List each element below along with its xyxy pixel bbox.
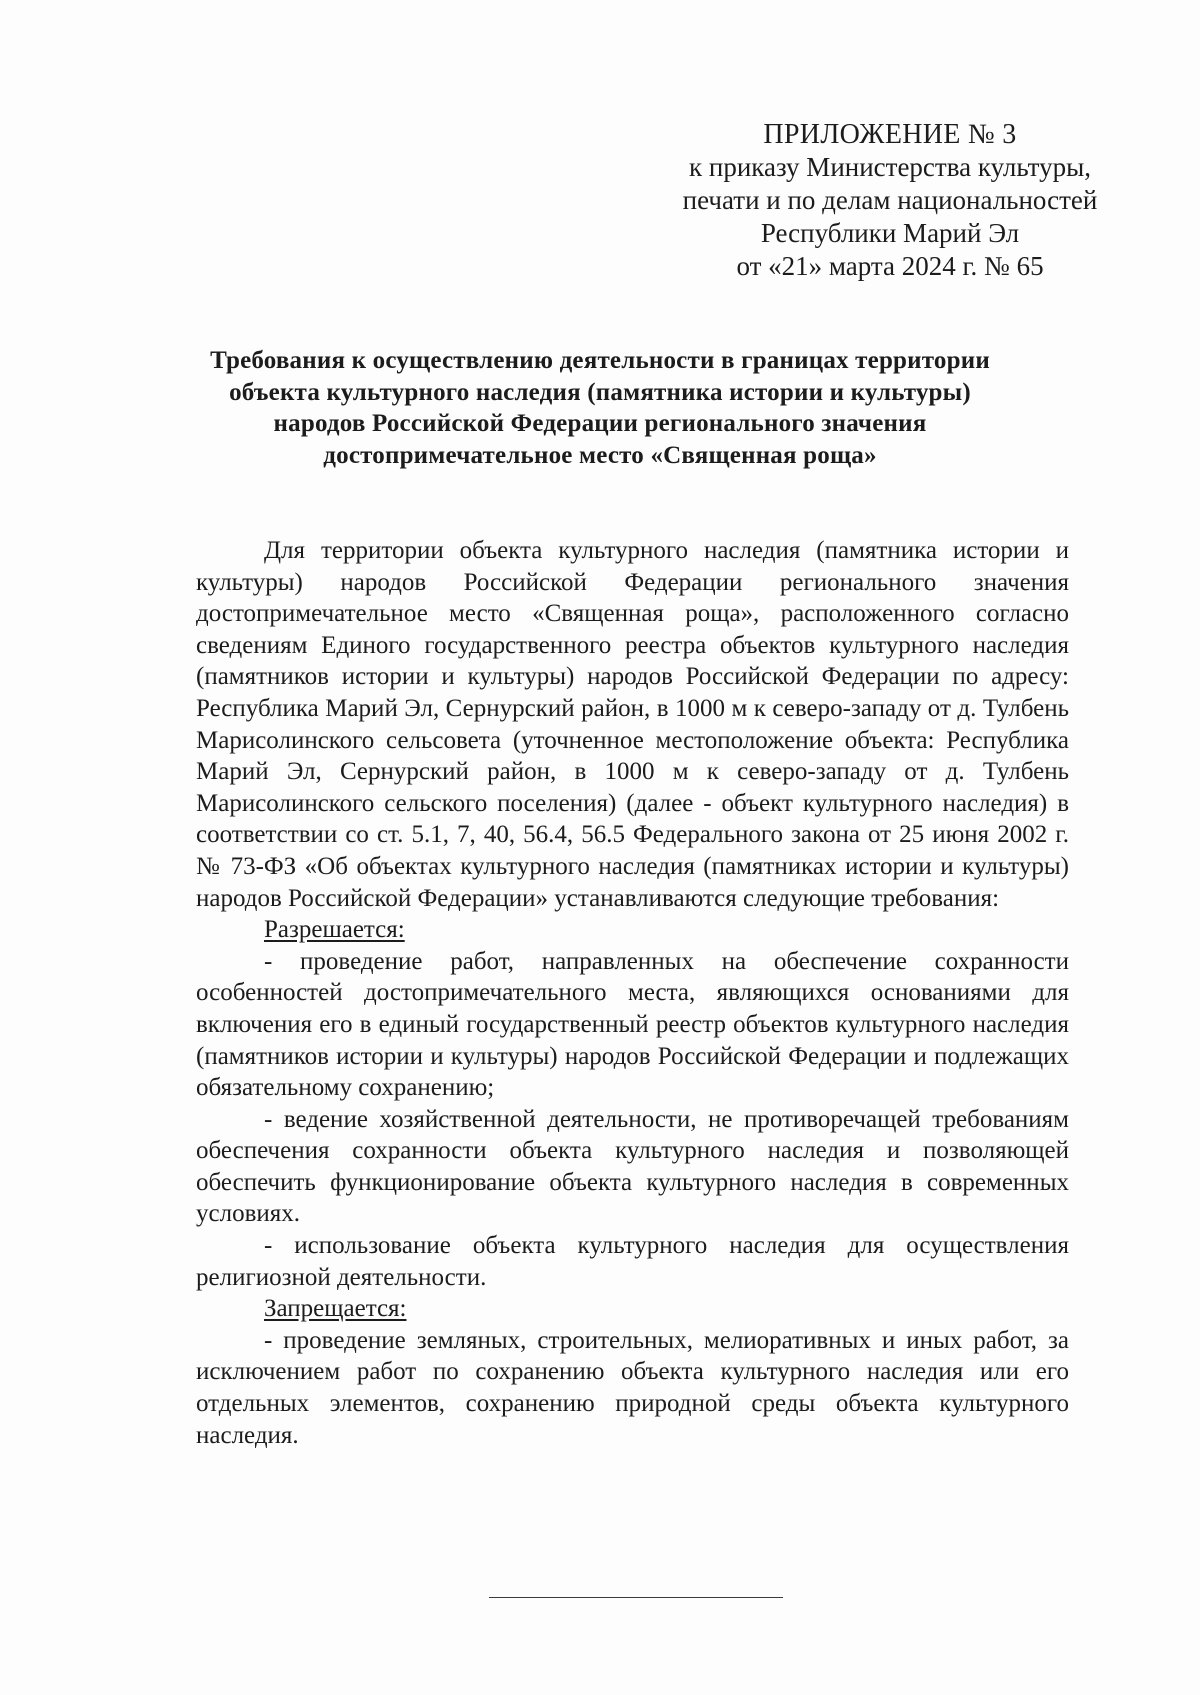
title-line-2: объекта культурного наследия (памятника истории и культуры) xyxy=(229,378,971,406)
prohibited-heading: Запрещается: xyxy=(264,1295,407,1323)
allowed-item: - ведение хозяйственной деятельности, не противоречащей требованиям обеспечения сохранности объекта культурного наследия и позволяющей обеспечить функционирование объекта культурного наследия в современных условиях. xyxy=(196,1105,1069,1228)
allowed-item: - проведение работ, направленных на обеспечение сохранности особенностей достопримечательного места, являющихся основаниями для включения его в единый государственный реестр объектов культурного наследия (памятников истории и культуры) народов Российской Федерации и подлежащих обязательному сохранению; xyxy=(196,947,1069,1102)
document-title xyxy=(150,345,1050,471)
prohibited-item: - проведение земляных, строительных, мелиоративных и иных работ, за исключением работ по сохранению объекта культурного наследия или его отдельных элементов, сохранению природной среды объекта культурного наследия. xyxy=(196,1326,1069,1449)
title-line-1: Требования к осуществлению деятельности в границах территории xyxy=(210,347,990,374)
appendix-order-ref: к приказу Министерства культуры, xyxy=(689,152,1091,182)
title-line-3: народов Российской Федерации регионального значения xyxy=(273,410,927,437)
allowed-heading: Разрешается: xyxy=(264,916,405,944)
intro-paragraph: Для территории объекта культурного наследия (памятника истории и культуры) народов Российской Федерации регионального значения достопримечательное место «Священная роща», расположенного согласно сведениям Единого государственного реестра объектов культурного наследия (памятников истории и культуры) народов Российской Федерации по адресу: Республика Марий Эл, Сернурский район, в 1000 м к северо-западу от д. Тулбень Марисолинского сельсовета (уточненное местоположение объекта: Республика Марий Эл, Сернурский район, в 1000 м к северо-западу от д. Тулбень Марисолинского сельского поселения) (далее - объект культурного наследия) в соответствии со ст. 5.1, 7, 40, 56.4, 56.5 Федерального закона от 25 июня 2002 г. № 73-ФЗ «Об объектах культурного наследия (памятниках истории и культуры) народов Российской Федерации» устанавливаются следующие требования: xyxy=(196,537,1069,912)
appendix-number: ПРИЛОЖЕНИЕ № 3 xyxy=(763,119,1017,150)
document-body xyxy=(196,535,1069,1451)
appendix-header xyxy=(660,118,1120,283)
allowed-item: - использование объекта культурного наследия для осуществления религиозной деятельности. xyxy=(196,1232,1069,1291)
appendix-date: от «21» марта 2024 г. № 65 xyxy=(736,251,1044,281)
appendix-republic: Республики Марий Эл xyxy=(760,218,1020,248)
end-divider xyxy=(489,1597,783,1598)
appendix-ministry: печати и по делам национальностей xyxy=(682,185,1098,215)
title-line-4: достопримечательное место «Священная роща» xyxy=(323,441,877,469)
